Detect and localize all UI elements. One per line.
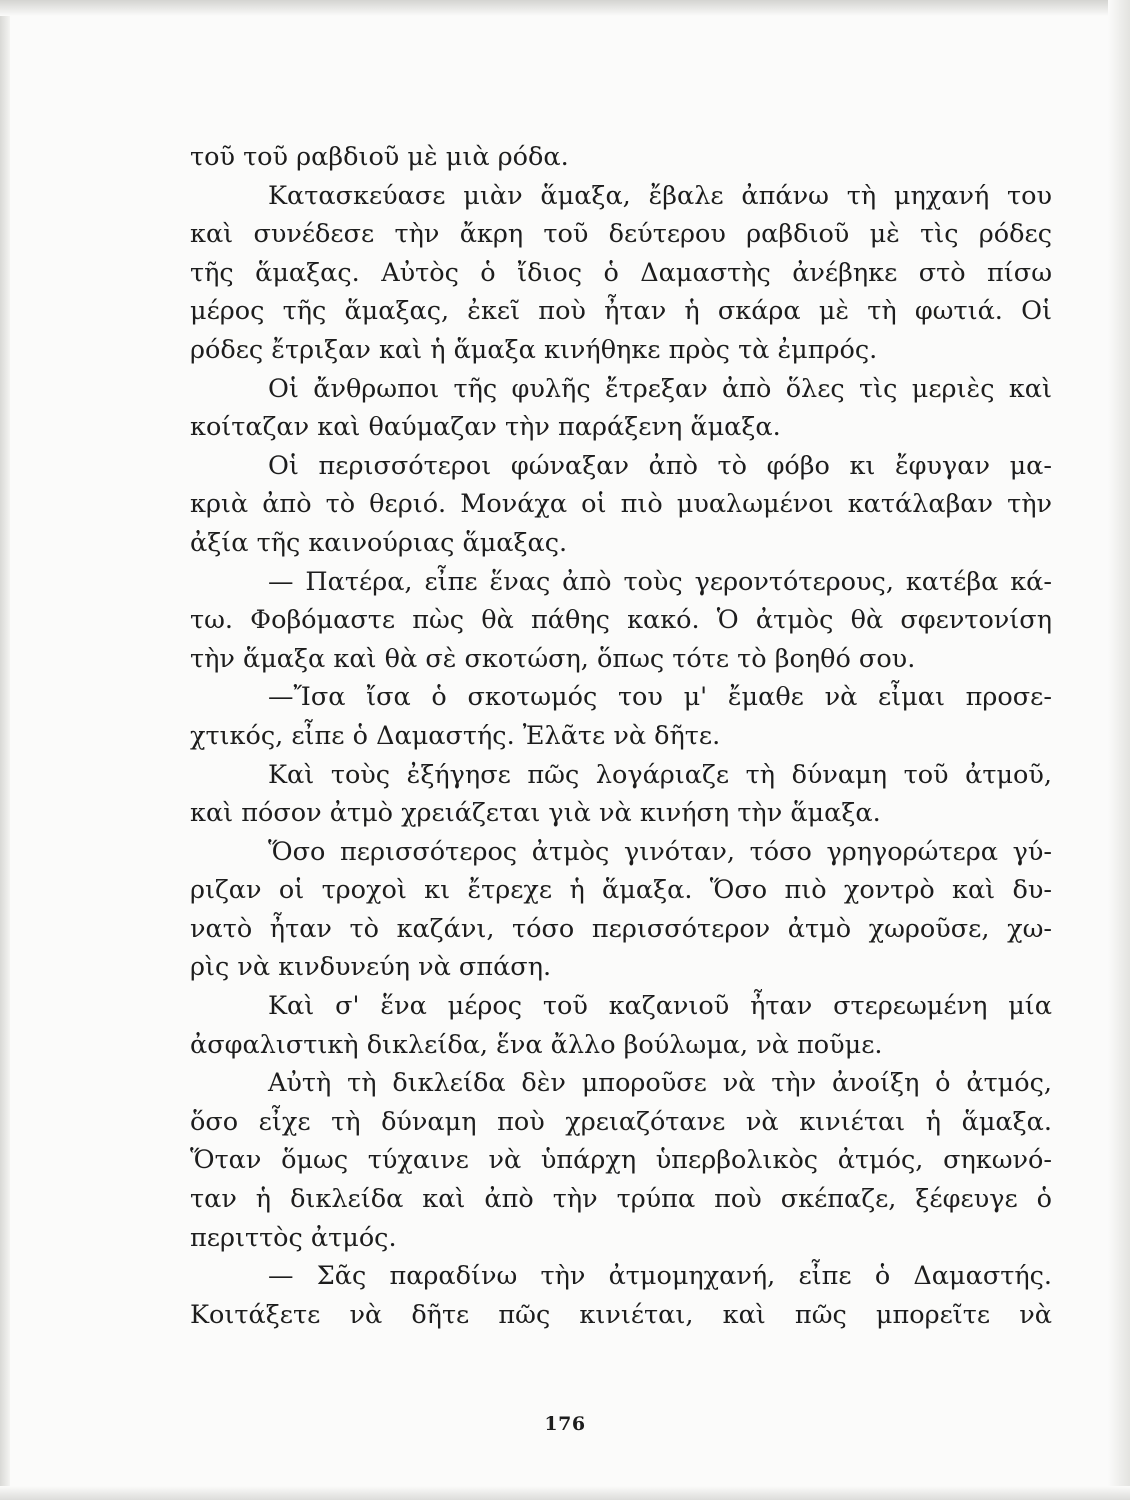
text-line: Ὅσο περισσότερος ἀτμὸς γινόταν, τόσο γρηγορώτερα γύ-: [268, 836, 1052, 867]
scan-edge-top: [0, 0, 1130, 16]
text-line: καὶ πόσον ἀτμὸ χρειάζεται γιὰ νὰ κινήση τὴν ἅμαξα.: [190, 798, 881, 829]
text-line: Οἱ ἄνθρωποι τῆς φυλῆς ἔτρεξαν ἀπὸ ὅλες τὶς μεριὲς καὶ: [268, 373, 1052, 404]
text-line: ρόδες ἔτριξαν καὶ ἡ ἅμαξα κινήθηκε πρὸς τὰ ἐμπρός.: [190, 334, 878, 365]
text-line: ἀσφαλιστικὴ δικλείδα, ἕνα ἄλλο βούλωμα, νὰ ποῦμε.: [190, 1029, 883, 1060]
scan-edge-right: [1108, 0, 1130, 1500]
scan-edge-left: [0, 0, 10, 1500]
page-number: 176: [544, 1413, 586, 1435]
text-line: κοίταζαν καὶ θαύμαζαν τὴν παράξενη ἅμαξα.: [190, 412, 781, 443]
body-text: [190, 138, 1052, 1334]
text-line: — Σᾶς παραδίνω τὴν ἀτμομηχανή, εἶπε ὁ Δαμαστής.: [268, 1261, 1052, 1292]
text-line: ἀξία τῆς καινούριας ἅμαξας.: [190, 527, 568, 558]
text-line: Αὐτὴ τὴ δικλείδα δὲν μποροῦσε νὰ τὴν ἀνοίξη ὁ ἀτμός,: [268, 1068, 1052, 1099]
text-line: ὅσο εἶχε τὴ δύναμη ποὺ χρειαζότανε νὰ κινιέται ἡ ἅμαξα.: [190, 1106, 1052, 1137]
text-line: καὶ συνέδεσε τὴν ἄκρη τοῦ δεύτερου ραβδιοῦ μὲ τὶς ρόδες: [190, 219, 1052, 250]
text-line: ριζαν οἱ τροχοὶ κι ἔτρεχε ἡ ἅμαξα. Ὅσο πιὸ χοντρὸ καὶ δυ-: [190, 875, 1052, 906]
text-line: τῆς ἅμαξας. Αὐτὸς ὁ ἴδιος ὁ Δαμαστὴς ἀνέβηκε στὸ πίσω: [190, 257, 1052, 288]
text-line: —Ἴσα ἴσα ὁ σκοτωμός του μ' ἔμαθε νὰ εἶμαι προσε-: [268, 682, 1052, 713]
text-line: μέρος τῆς ἅμαξας, ἐκεῖ ποὺ ἦταν ἡ σκάρα μὲ τὴ φωτιά. Οἱ: [190, 296, 1052, 327]
text-line: ρὶς νὰ κινδυνεύη νὰ σπάση.: [190, 952, 552, 983]
text-line: Οἱ περισσότεροι φώναξαν ἀπὸ τὸ φόβο κι ἔφυγαν μα-: [268, 450, 1052, 481]
text-line: — Πατέρα, εἶπε ἕνας ἀπὸ τοὺς γεροντότερους, κατέβα κά-: [268, 566, 1052, 597]
text-line: Καὶ τοὺς ἐξήγησε πῶς λογάριαζε τὴ δύναμη τοῦ ἀτμοῦ,: [268, 759, 1052, 790]
scan-edge-bottom: [0, 1486, 1130, 1500]
text-line: κριὰ ἀπὸ τὸ θεριό. Μονάχα οἱ πιὸ μυαλωμένοι κατάλαβαν τὴν: [190, 489, 1052, 520]
text-line: Ὅταν ὅμως τύχαινε νὰ ὑπάρχη ὑπερβολικὸς ἀτμός, σηκωνό-: [190, 1145, 1052, 1176]
text-line: νατὸ ἦταν τὸ καζάνι, τόσο περισσότερον ἀτμὸ χωροῦσε, χω-: [190, 913, 1052, 944]
text-line: τω. Φοβόμαστε πὼς θὰ πάθης κακό. Ὁ ἀτμὸς θὰ σφεντονίση: [190, 605, 1052, 636]
text-line: τοῦ τοῦ ραβδιοῦ μὲ μιὰ ρόδα.: [190, 142, 569, 172]
text-line: τὴν ἅμαξα καὶ θὰ σὲ σκοτώση, ὅπως τότε τὸ βοηθό σου.: [190, 643, 916, 674]
text-line: περιττὸς ἀτμός.: [190, 1222, 397, 1253]
text-line: Κοιτάξετε νὰ δῆτε πῶς κινιέται, καὶ πῶς μπορεῖτε νὰ: [190, 1299, 1052, 1330]
text-line: ταν ἡ δικλείδα καὶ ἀπὸ τὴν τρύπα ποὺ σκέπαζε, ξέφευγε ὁ: [190, 1184, 1052, 1215]
text-line: Καὶ σ' ἕνα μέρος τοῦ καζανιοῦ ἦταν στερεωμένη μία: [268, 991, 1052, 1022]
text-line: Κατασκεύασε μιὰν ἅμαξα, ἔβαλε ἀπάνω τὴ μηχανή του: [268, 180, 1052, 211]
text-line: χτικός, εἶπε ὁ Δαμαστής. Ἐλᾶτε νὰ δῆτε.: [190, 720, 721, 751]
